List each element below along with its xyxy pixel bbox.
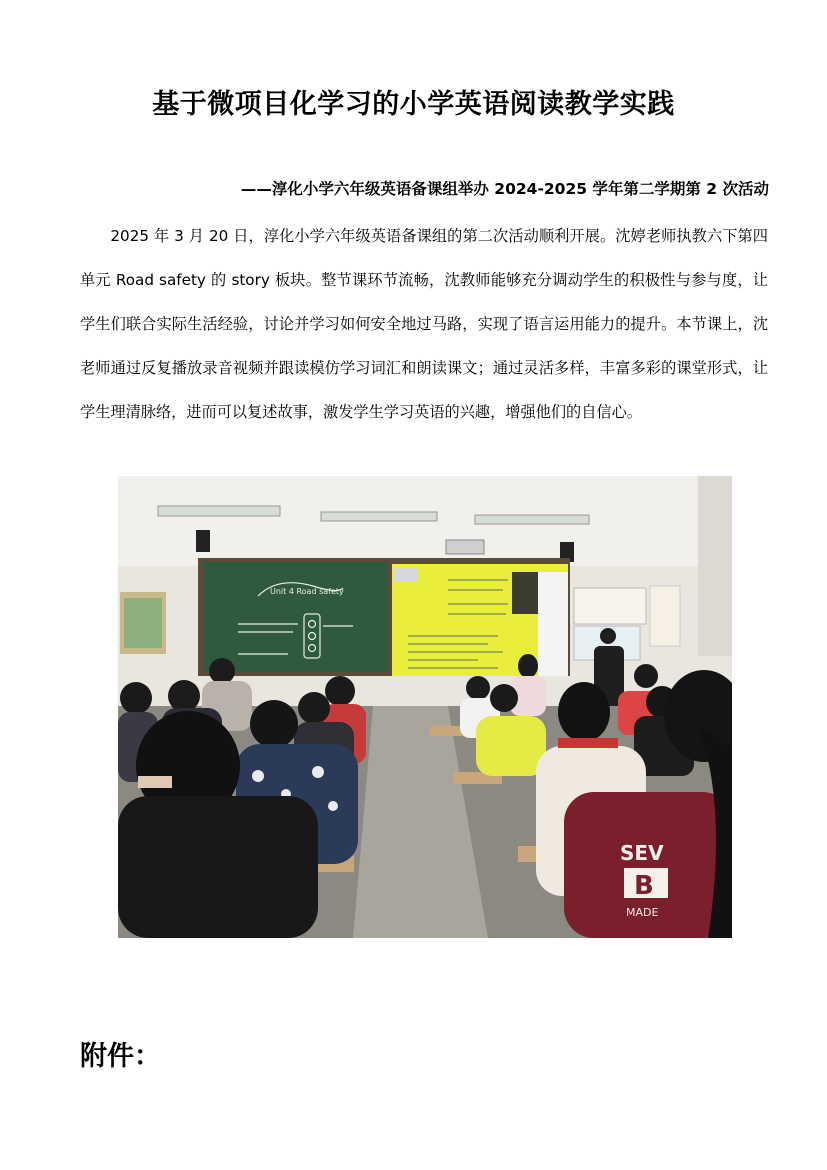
appendix-heading: 附件： [80,1041,161,1072]
document-subtitle: ——淳化小学六年级英语备课组举办 2024-2025 学年第二学期第 2 次活动 [240,180,769,198]
jacket-text-bottom: MADE [626,906,659,919]
classroom-photo [118,476,732,938]
jacket-text-top: SEV [620,841,664,865]
document-title: 基于微项目化学习的小学英语阅读教学实践 [152,89,675,120]
blackboard-text: Unit 4 Road safety [270,587,344,596]
jacket-text-logo: B [634,871,654,901]
body-paragraph: 2025 年 3 月 20 日，淳化小学六年级英语备课组的第二次活动顺利开展。沈婷老师执教六下第四单元 Road safety 的 story 板块。整节课环节流畅，沈教师能够充分调动学生的积极性与参与度，让学生们联合实际生活经验，讨论并学习如何安全地过马路，实现了语言运用能力的提升。本节课上，沈老师通过反复播放录音视频并跟读模仿学习词汇和朗读课文；通过灵活多样，丰富多彩的课堂形式，让学生理清脉络，进而可以复述故事，激发学生学习英语的兴趣，增强他们的自信心。 [80,227,768,421]
